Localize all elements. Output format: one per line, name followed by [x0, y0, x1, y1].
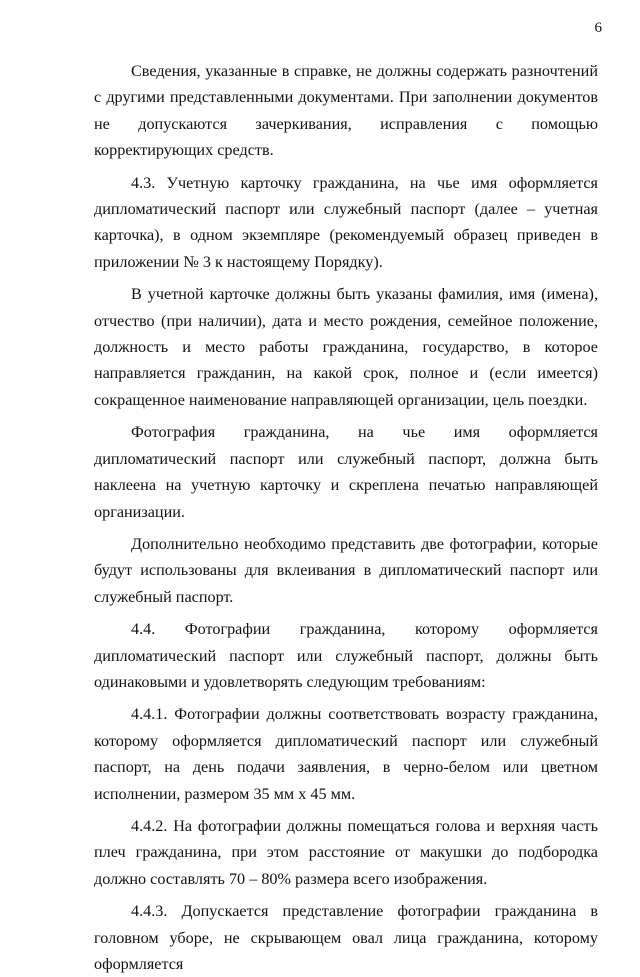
- paragraph-card-contents: В учетной карточке должны быть указаны фамилия, имя (имена), отчество (при наличии), дата и место рождения, семейное положение, должность и место работы гражданина, государство, в которое направляется гражданин, на какой срок, полное и (если имеется) сокращенное наименование направляющей организации, цель поездки.: [94, 285, 598, 409]
- document-body: [94, 58, 598, 977]
- paragraph-4-4-3: 4.4.3. Допускается представление фотографии гражданина в головном уборе, не скрывающем овал лица гражданина, которому оформляется: [94, 902, 598, 973]
- paragraph-4-4-1: 4.4.1. Фотографии должны соответствовать возрасту гражданина, которому оформляется дипломатический паспорт или служебный паспорт, на день подачи заявления, в черно-белом или цветном исполнении, размером 35 мм x 45 мм.: [94, 705, 598, 803]
- page-number: 6: [594, 20, 602, 36]
- paragraph-4-3: 4.3. Учетную карточку гражданина, на чье имя оформляется дипломатический паспорт или служебный паспорт (далее – учетная карточка), в одном экземпляре (рекомендуемый образец приведен в приложении № 3 к настоящему Порядку).: [94, 173, 598, 271]
- paragraph-4-4-2: 4.4.2. На фотографии должны помещаться голова и верхняя часть плеч гражданина, при этом расстояние от макушки до подбородка должно составлять 70 – 80% размера всего изображения.: [94, 816, 598, 888]
- paragraph-card-photo: Фотография гражданина, на чье имя оформляется дипломатический паспорт или служебный паспорт, должна быть наклеена на учетную карточку и скреплена печатью направляющей организации.: [94, 423, 598, 521]
- paragraph-certificate-info: Сведения, указанные в справке, не должны содержать разночтений с другими представленными документами. При заполнении документов не допускаются зачеркивания, исправления с помощью корректирующих средств.: [94, 62, 598, 160]
- paragraph-4-4: 4.4. Фотографии гражданина, которому оформляется дипломатический паспорт или служебный паспорт, должны быть одинаковыми и удовлетворять следующим требованиям:: [94, 620, 598, 691]
- paragraph-additional-photos: Дополнительно необходимо представить две фотографии, которые будут использованы для вклеивания в дипломатический паспорт или служебный паспорт.: [94, 534, 598, 606]
